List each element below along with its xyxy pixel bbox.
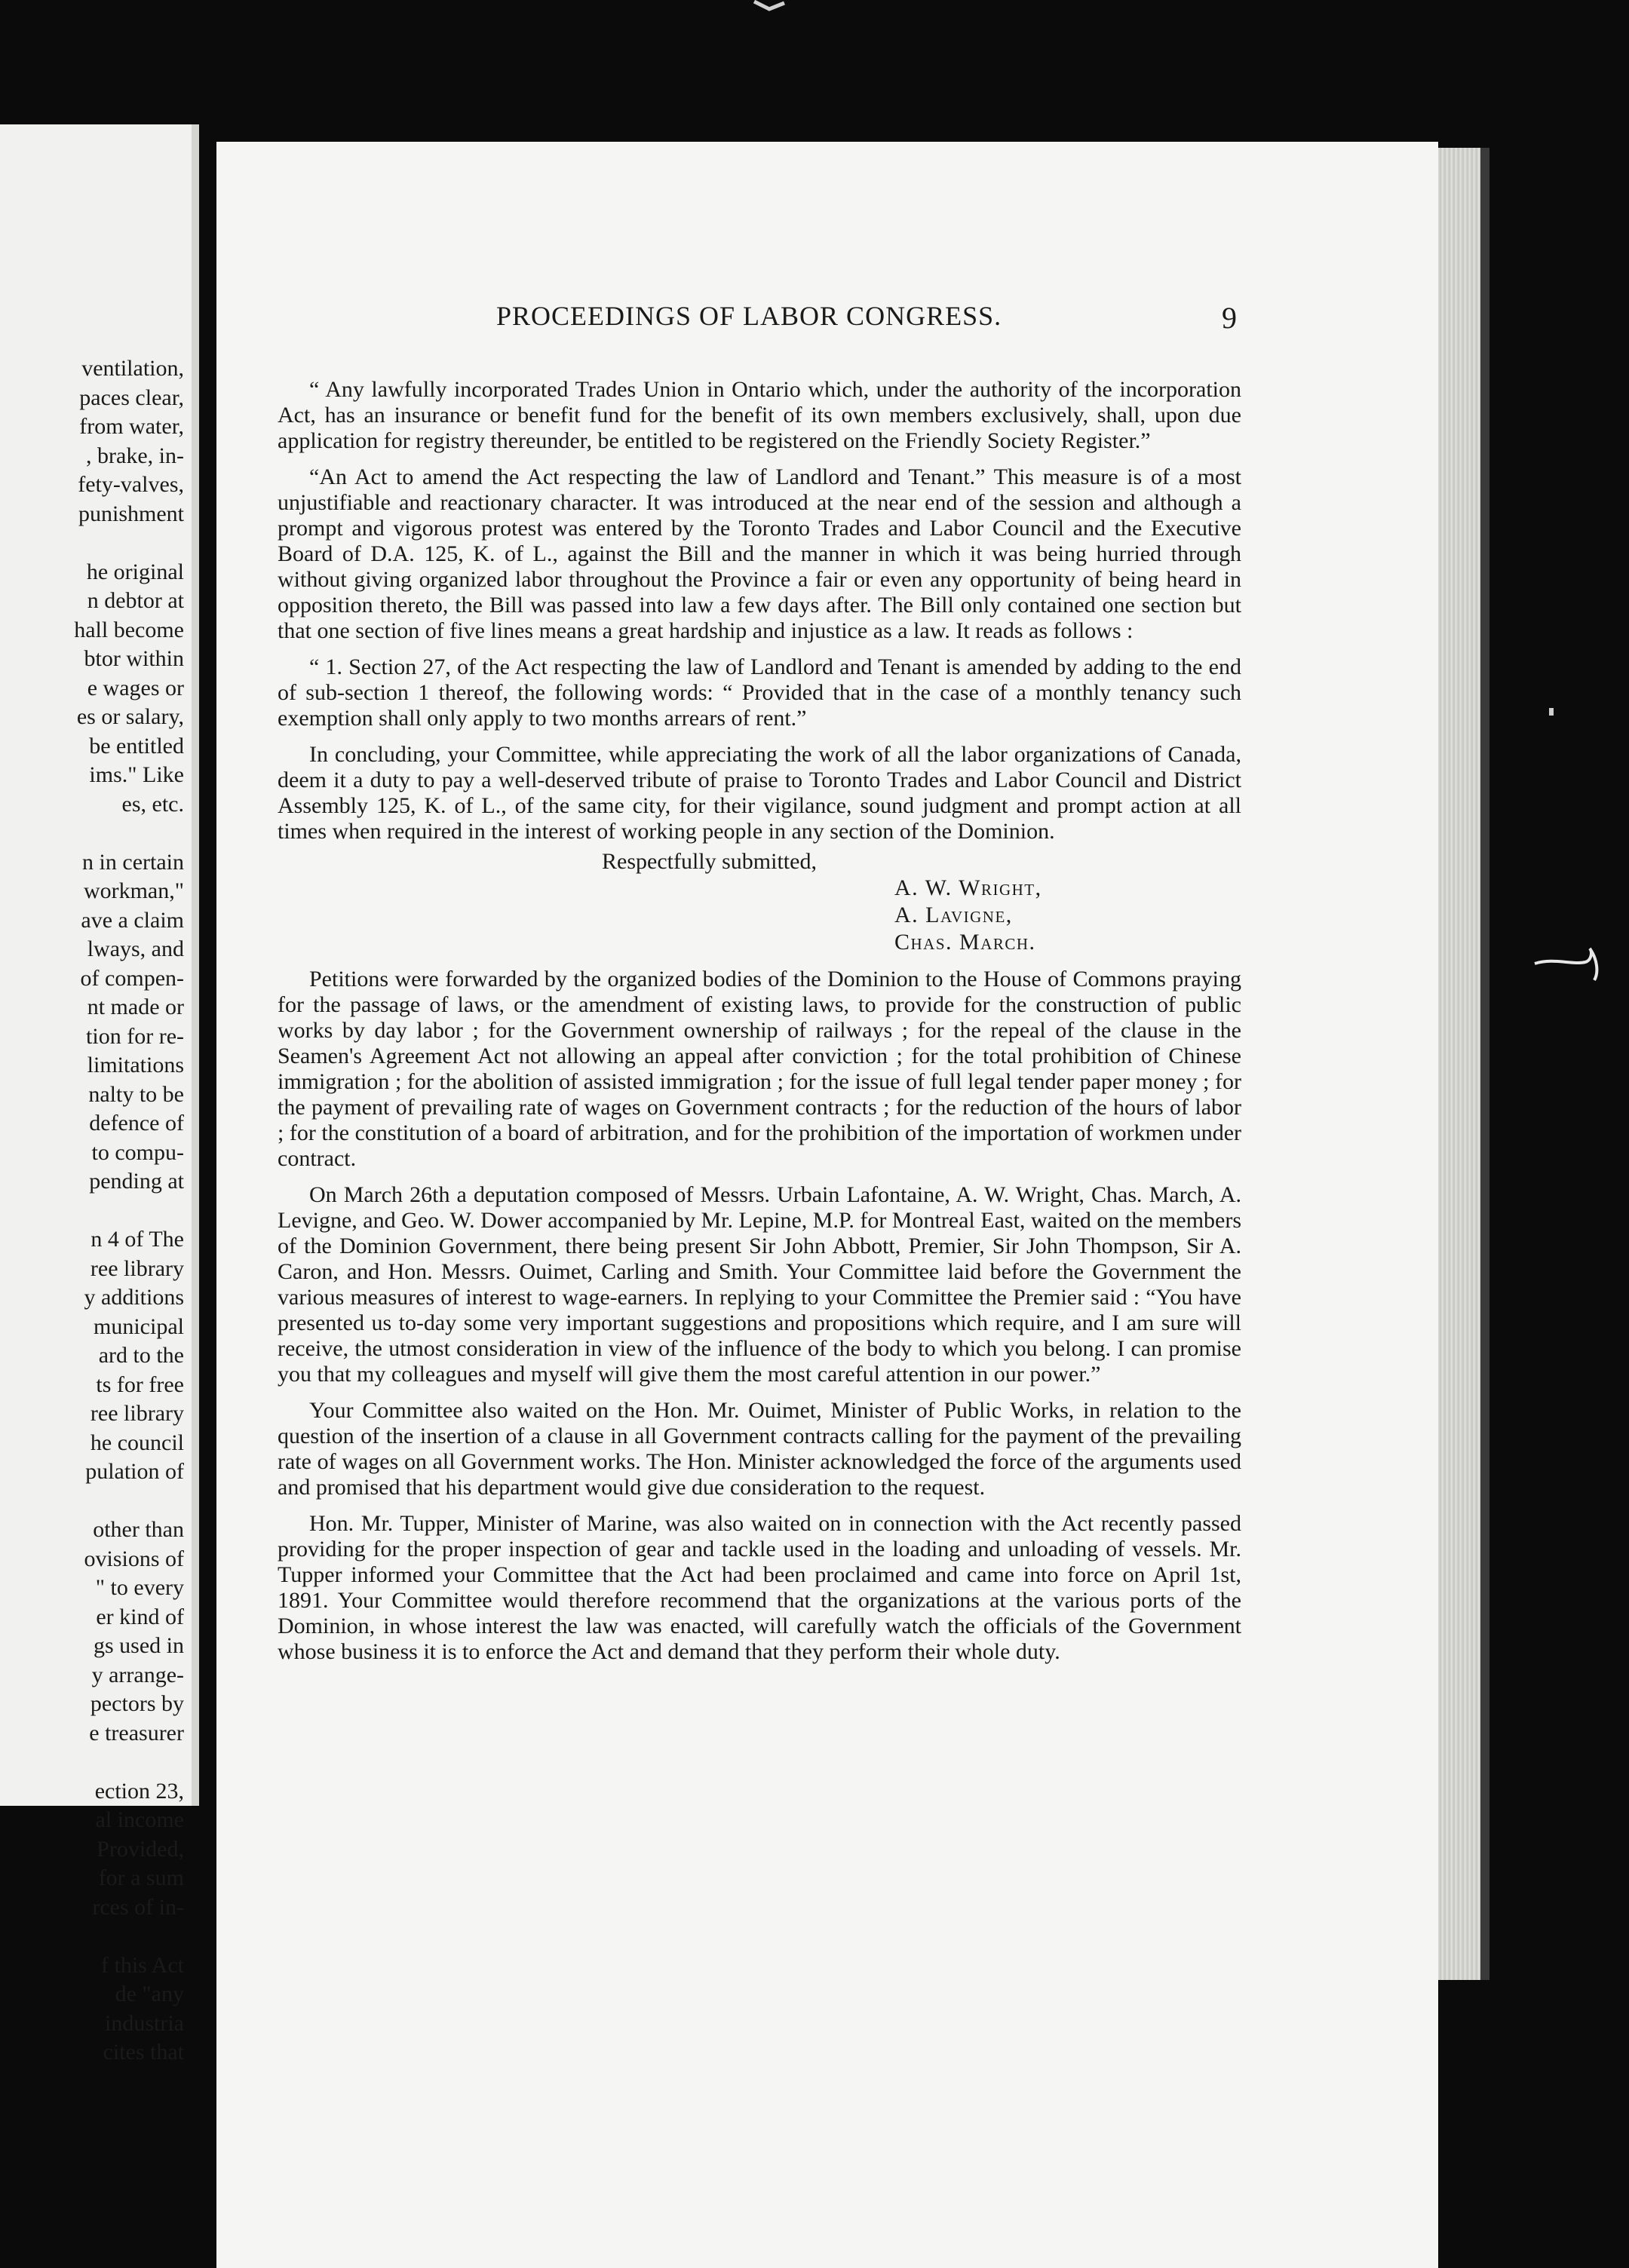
facing-page-line: limitations bbox=[87, 1053, 184, 1077]
facing-page-line: he original bbox=[86, 559, 184, 584]
facing-page-line: punishment bbox=[78, 501, 184, 526]
facing-page-line: es or salary, bbox=[76, 704, 184, 729]
facing-page-line: ventilation, bbox=[81, 356, 184, 381]
facing-page-line: Provided, bbox=[97, 1836, 184, 1862]
facing-page-line: n in certain bbox=[82, 849, 184, 875]
facing-page-gap bbox=[0, 1197, 184, 1226]
facing-page-line: n 4 of The bbox=[90, 1227, 184, 1252]
facing-page-gap bbox=[0, 529, 184, 558]
facing-page-line: lways, and bbox=[87, 936, 184, 961]
facing-page-line: be entitled bbox=[89, 733, 184, 759]
facing-page-line: ave a claim bbox=[81, 907, 184, 933]
page-body bbox=[278, 371, 1241, 1665]
petitions-paragraph: Petitions were forwarded by the organized bodies of the Dominion to the House of Commons praying for the passage of laws, or the amendment of existing laws, to provide for the construction of public works by day labor ; for the Government ownership of railways ; for the repeal of the clause in the Seamen's Agreement Act not allowing an appeal after conviction ; for the total prohibition of Chinese immigration ; for the abolition of assisted immigration ; for the issue of full legal tender paper money ; for the payment of prevailing rate of wages on Government contracts ; for the reduction of the hours of labor ; for the constitution of a board of arbitration, and for the prohibition of the importation of workmen under contract. bbox=[278, 967, 1241, 1171]
deputation-paragraph: On March 26th a deputation composed of Messrs. Urbain Lafontaine, A. W. Wright, Chas. March, A. Levigne, and Geo. W. Dower accompanied by Mr. Lepine, M.P. for Montreal East, waited on the members of the Dominion Government, there being present Sir John Abbott, Premier, Sir John Thompson, Sir A. Caron, and Hon. Messrs. Ouimet, Carling and Smith. Your Committee laid before the Government the various measures of interest to wage-earners. In replying to your Committee the Premier said : “You have presented us to-day some very important suggestions and propositions which require, and I am sure will receive, the utmost consideration in view of the influence of the body to which you belong. I can promise you that my colleagues and myself will give them the most careful attention in our power.” bbox=[278, 1182, 1242, 1387]
public-works-paragraph: Your Committee also waited on the Hon. Mr. Ouimet, Minister of Public Works, in relation to the question of the insertion of a clause in all Government contracts calling for the payment of the prevailing rate of wages on all Government works. The Hon. Minister acknowledged the force of the arguments used and promised that his department would give due consideration to the request. bbox=[278, 1398, 1241, 1500]
facing-page-line: other than bbox=[93, 1517, 184, 1542]
binding-shadow bbox=[1480, 148, 1489, 1980]
facing-page-line: y additions bbox=[84, 1285, 184, 1310]
facing-page-line: of compen- bbox=[80, 965, 184, 991]
facing-page-line: rces of in- bbox=[92, 1894, 184, 1920]
facing-page-line: municipal bbox=[94, 1313, 184, 1339]
marine-paragraph: Hon. Mr. Tupper, Minister of Marine, was also waited on in connection with the Act recently passed providing for the proper inspection of gear and tackle used in the loading and unloading of vessels. Mr. Tupper informed your Committee that the Act had been proclaimed and came into force on April 1st, 1891. Your Committee would therefore recommend that the organizations at the various ports of the Dominion, in whose interest the law was enacted, will carefully watch the officials of the Government whose business it is to enforce the Act and demand that they perform their whole duty. bbox=[278, 1511, 1241, 1664]
facing-page-line: defence of bbox=[89, 1111, 184, 1136]
facing-page-line: cites that bbox=[103, 2040, 184, 2064]
section-27-quote: “ 1. Section 27, of the Act respecting the law of Landlord and Tenant is amended by adding to the end of sub-section 1 thereof, the following words: “ Provided that in the case of a monthly tenancy such exemption shall only apply to two months arrears of rent.” bbox=[278, 654, 1241, 731]
facing-page-line: pectors by bbox=[90, 1691, 184, 1716]
facing-page-fragment bbox=[0, 124, 199, 2064]
top-edge-mark bbox=[747, 0, 807, 15]
facing-page-gap bbox=[0, 1487, 184, 1516]
facing-page-line: hall become bbox=[74, 617, 184, 642]
signature-2: A. Lavigne, bbox=[894, 903, 1013, 927]
landlord-tenant-paragraph: “An Act to amend the Act respecting the law of Landlord and Tenant.” This measure is of a most unjustifiable and reactionary character. It was introduced at the near end of the session and although a prompt and vigorous protest was entered by the Toronto Trades and Labor Council and the Executive Board of D.A. 125, K. of L., against the Bill and the manner in which it was being hurried through without giving organized labor throughout the Province a fair or even any opportunity of being heard in opposition thereto, the Bill was passed into law a few days after. The Bill only contained one section but that one section of five lines means a great hardship and injustice as a law. It reads as follows : bbox=[278, 464, 1241, 643]
facing-page-line: gs used in bbox=[94, 1633, 184, 1658]
facing-page-line: btor within bbox=[84, 646, 184, 671]
facing-page-gap bbox=[0, 819, 184, 848]
facing-page-line: de "any bbox=[115, 1981, 184, 2006]
facing-page-line: " to every bbox=[95, 1575, 184, 1600]
stray-ink-mark bbox=[1531, 942, 1606, 988]
facing-page-gap bbox=[0, 1922, 184, 1951]
facing-page-line: , brake, in- bbox=[86, 443, 184, 468]
facing-page-line: ts for free bbox=[96, 1372, 184, 1397]
signature-1: A. W. Wright, bbox=[894, 875, 1042, 900]
facing-page-line: he council bbox=[90, 1430, 184, 1455]
facing-page-line: pulation of bbox=[85, 1459, 184, 1484]
signature-block bbox=[278, 875, 1241, 956]
facing-page-line: tion for re- bbox=[86, 1023, 184, 1049]
running-header: PROCEEDINGS OF LABOR CONGRESS. bbox=[496, 301, 1002, 331]
facing-page-line: ard to the bbox=[98, 1343, 184, 1368]
facing-page-line: pending at bbox=[89, 1169, 184, 1194]
concluding-paragraph: In concluding, your Committee, while appreciating the work of all the labor organizations of Canada, deem it a duty to pay a well-deserved tribute of praise to Toronto Trades and Labor Council and District Assembly 125, K. of L., of the same city, for their vigilance, sound judgment and prompt action at all times when required in the interest of working people in any section of the Dominion. bbox=[278, 742, 1241, 844]
facing-page-line: e wages or bbox=[87, 675, 184, 700]
facing-page-line: al income bbox=[95, 1807, 184, 1832]
facing-page-line: to compu- bbox=[91, 1139, 184, 1165]
facing-page-line: y arrange- bbox=[91, 1662, 184, 1687]
facing-page-line: ovisions of bbox=[84, 1546, 184, 1571]
closing-line: Respectfully submitted, bbox=[602, 849, 817, 874]
facing-page-line: ree library bbox=[90, 1255, 184, 1281]
facing-page-line: industria bbox=[105, 2010, 184, 2036]
facing-page-line: ree library bbox=[90, 1401, 184, 1426]
facing-page-line: er kind of bbox=[96, 1604, 184, 1629]
signature-3: Chas. March. bbox=[894, 930, 1036, 955]
facing-page-line: nt made or bbox=[87, 995, 184, 1019]
facing-page-line: from water, bbox=[79, 414, 184, 439]
facing-page-line: e treasurer bbox=[89, 1720, 184, 1745]
facing-page-line: es, etc. bbox=[121, 791, 184, 817]
facing-page-line: ims." Like bbox=[89, 762, 184, 787]
facing-page-line: paces clear, bbox=[79, 385, 184, 410]
page-number: 9 bbox=[1222, 301, 1237, 335]
facing-page-line: n debtor at bbox=[87, 588, 184, 613]
quoted-act-paragraph: “ Any lawfully incorporated Trades Union in Ontario which, under the authority of the incorporation Act, has an insurance or benefit fund for the benefit of its own members exclusively, shall, upon due application for registry thereunder, be entitled to be registered on the Friendly Society Register.” bbox=[278, 377, 1241, 453]
facing-page-text bbox=[0, 354, 184, 2067]
facing-page-line: nalty to be bbox=[88, 1081, 184, 1107]
facing-page-line: f this Act bbox=[101, 1952, 184, 1978]
facing-page-line: ection 23, bbox=[94, 1778, 184, 1804]
facing-page-line: for a sum bbox=[98, 1865, 184, 1890]
facing-page-line: fety-valves, bbox=[78, 472, 184, 497]
page-edge bbox=[1438, 148, 1480, 1980]
stray-dot bbox=[1546, 705, 1558, 720]
facing-page-line: workman," bbox=[83, 878, 184, 903]
facing-page-gap bbox=[0, 1748, 184, 1777]
